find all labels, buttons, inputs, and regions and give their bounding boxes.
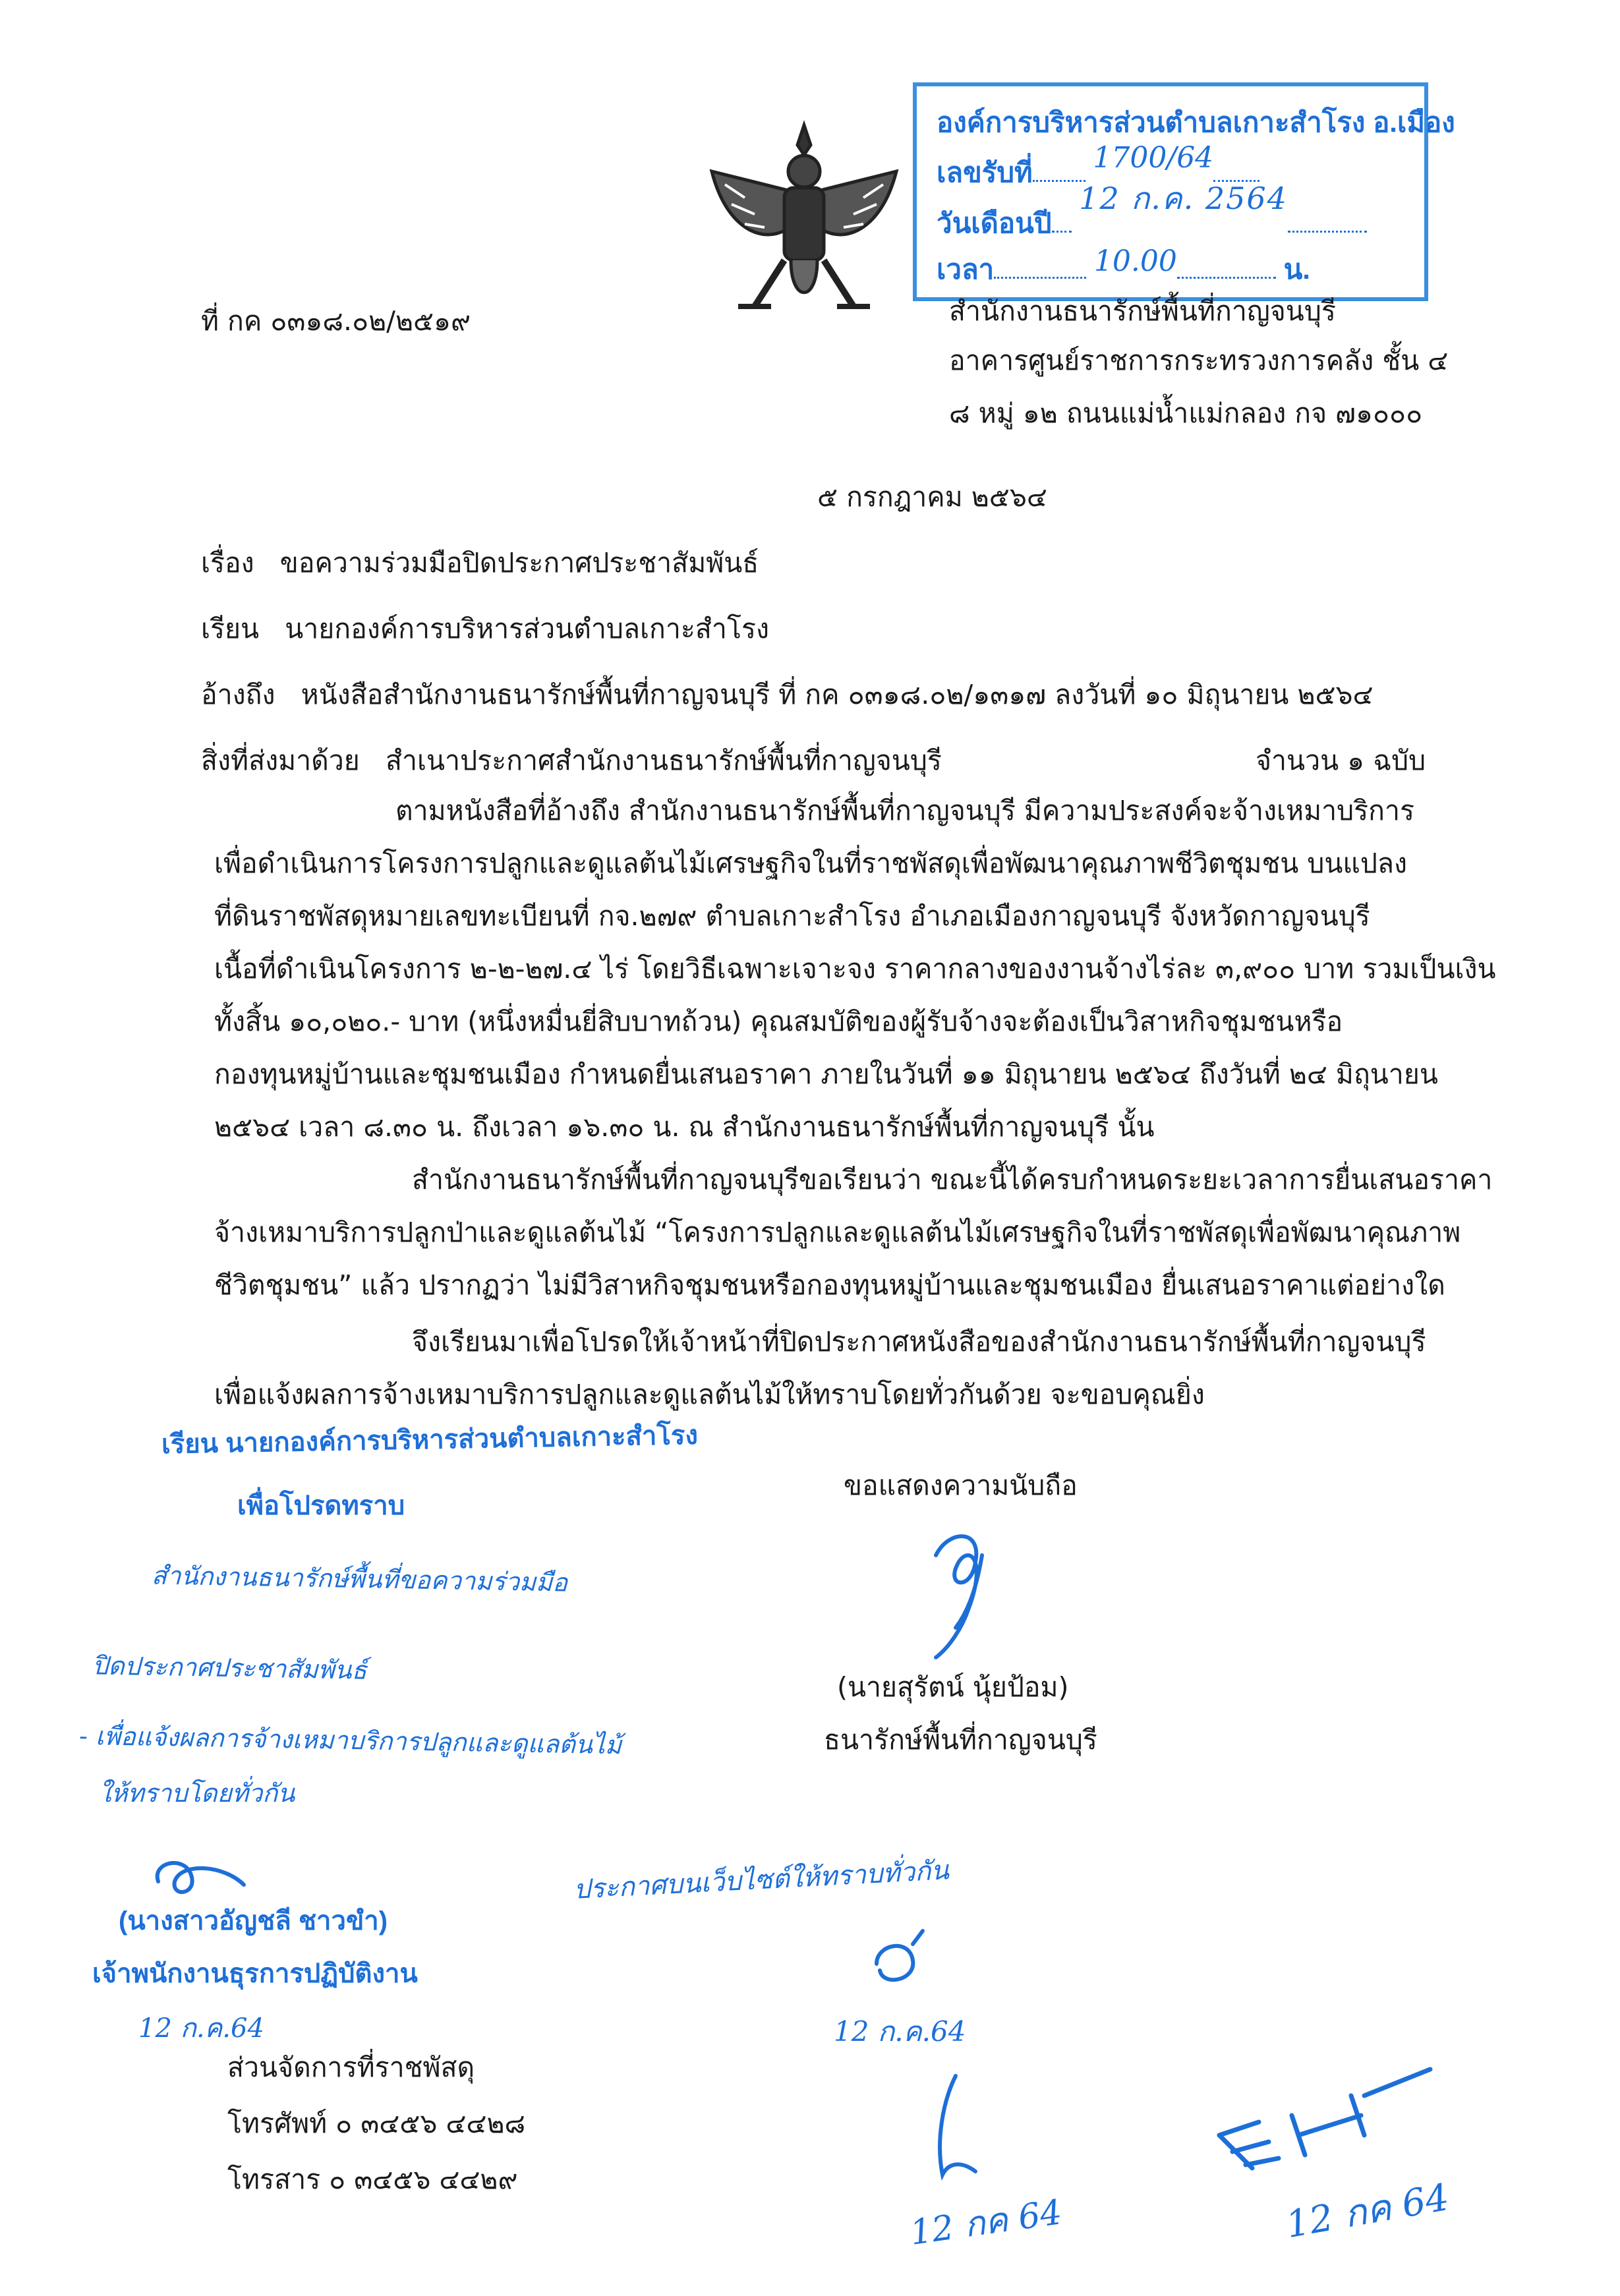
memo-for-info: เพื่อโปรดทราบ <box>237 1491 405 1520</box>
stamp-date-label: วันเดือนปี <box>937 208 1052 239</box>
handwritten-note-3: - เพื่อแจ้งผลการจ้างเหมาบริการปลูกและดูแลต้นไม้ <box>78 1721 622 1760</box>
para1-line: ทั้งสิ้น ๑๐,๐๒๐.- บาท (หนึ่งหมื่นยี่สิบบาทถ้วน) คุณสมบัติของผู้รับจ้างจะต้องเป็นวิสาหกิจชุมชนหรือ <box>214 1006 1343 1037</box>
stamp-time-unit: น. <box>1283 254 1310 285</box>
stamp-time-label: เวลา <box>937 254 995 285</box>
para3-line: เพื่อแจ้งผลการจ้างเหมาบริการปลูกและดูแลต้นไม้ให้ทราบโดยทั่วกันด้วย จะขอบคุณยิ่ง <box>214 1379 1205 1410</box>
handwritten-note-2: ปิดประกาศประชาสัมพันธ์ <box>92 1651 368 1685</box>
enclosure-line <box>201 739 942 782</box>
reference-text: หนังสือสำนักงานธนารักษ์พื้นที่กาญจนบุรี ที่ กค ๐๓๑๘.๐๒/๑๓๑๗ ลงวันที่ ๑๐ มิถุนายน ๒๕๖๔ <box>301 679 1374 710</box>
bottom-date-2: 12 กค 64 <box>1283 2175 1453 2247</box>
footer-fax: โทรสาร ๐ ๓๔๕๖ ๔๔๒๙ <box>227 2164 518 2195</box>
signature-mark <box>910 1516 1002 1667</box>
para1-line: เพื่อดำเนินการโครงการปลูกและดูแลต้นไม้เศรษฐกิจในที่ราชพัสดุเพื่อพัฒนาคุณภาพชีวิตชุมชน บนแปลง <box>214 847 1407 879</box>
stamp-time-value: 10.00 <box>1093 244 1177 278</box>
handwritten-order: ประกาศบนเว็บไซต์ให้ทราบทั่วกัน <box>573 1855 950 1905</box>
reference-line <box>201 674 1374 716</box>
order-date: 12 ก.ค.64 <box>834 2015 966 2048</box>
executive-signature-mark <box>850 1924 942 1997</box>
to-label: เรียน <box>201 613 260 645</box>
para3-line: จึงเรียนมาเพื่อโปรดให้เจ้าหน้าที่ปิดประกาศหนังสือของสำนักงานธนารักษ์พื้นที่กาญจนบุรี <box>412 1326 1426 1358</box>
para1-line: ตามหนังสือที่อ้างถึง สำนักงานธนารักษ์พื้นที่กาญจนบุรี มีความประสงค์จะจ้างเหมาบริการ <box>395 795 1415 826</box>
clerk-title: เจ้าพนักงานธุรการปฏิบัติงาน <box>92 1959 418 1988</box>
garuda-emblem-icon <box>699 112 910 330</box>
stamp-recv-no-label: เลขรับที่ <box>937 157 1033 188</box>
enclosure-label: สิ่งที่ส่งมาด้วย <box>201 745 360 776</box>
letter-date: ๕ กรกฎาคม ๒๕๖๔ <box>817 481 1047 513</box>
enclosure-text: สำเนาประกาศสำนักงานธนารักษ์พื้นที่กาญจนบุรี <box>385 745 942 776</box>
para2-line: ชีวิตชุมชน” แล้ว ปรากฏว่า ไม่มีวิสาหกิจชุมชนหรือกองทุนหมู่บ้านและชุมชนเมือง ยื่นเสนอราคาแต่อย่างใด <box>214 1269 1445 1301</box>
memo-to-line: เรียน นายกองค์การบริหารส่วนตำบลเกาะสำโรง <box>161 1420 699 1460</box>
stamp-org: องค์การบริหารส่วนตำบลเกาะสำโรง อ.เมือง <box>937 107 1455 138</box>
office-line-2: อาคารศูนย์ราชการกระทรวงการคลัง ชั้น ๔ <box>949 345 1449 376</box>
subject-label: เรื่อง <box>201 547 254 579</box>
stamp-date-value: 12 ก.ค. 2564 <box>1079 181 1288 216</box>
footer-department: ส่วนจัดการที่ราชพัสดุ <box>227 2052 475 2083</box>
clerk-name: (นางสาวอัญชลี ชาวขำ) <box>119 1907 388 1936</box>
para1-line: กองทุนหมู่บ้านและชุมชนเมือง กำหนดยื่นเสนอราคา ภายในวันที่ ๑๑ มิถุนายน ๒๕๖๔ ถึงวันที่ ๒๔ มิถุนายน <box>214 1058 1438 1090</box>
bottom-date-1: 12 กค 64 <box>908 2193 1064 2253</box>
footer-phone: โทรศัพท์ ๐ ๓๔๕๖ ๔๔๒๘ <box>227 2108 526 2139</box>
signer-title: ธนารักษ์พื้นที่กาญจนบุรี <box>824 1724 1097 1756</box>
handwritten-note-4: ให้ทราบโดยทั่วกัน <box>99 1779 295 1808</box>
handwritten-note-1: สำนักงานธนารักษ์พื้นที่ขอความร่วมมือ <box>151 1561 568 1597</box>
office-line-1: สำนักงานธนารักษ์พื้นที่กาญจนบุรี <box>949 295 1336 327</box>
stamp-recv-no-value: 1700/64 <box>1093 141 1214 175</box>
subject-text: ขอความร่วมมือปิดประกาศประชาสัมพันธ์ <box>279 547 759 579</box>
para2-line: สำนักงานธนารักษ์พื้นที่กาญจนบุรีขอเรียนว่า ขณะนี้ได้ครบกำหนดระยะเวลาการยื่นเสนอราคา <box>412 1164 1493 1195</box>
bottom-signature-mark <box>916 2063 995 2195</box>
signer-name: (นายสุรัตน์ นุ้ยป้อม) <box>837 1671 1069 1703</box>
para1-line: ๒๕๖๔ เวลา ๘.๓๐ น. ถึงเวลา ๑๖.๓๐ น. ณ สำนักงานธนารักษ์พื้นที่กาญจนบุรี นั้น <box>214 1111 1155 1143</box>
closing: ขอแสดงความนับถือ <box>844 1470 1078 1501</box>
reference-label: อ้างถึง <box>201 679 275 710</box>
subject-line <box>201 542 759 585</box>
to-text: นายกองค์การบริหารส่วนตำบลเกาะสำโรง <box>285 613 770 645</box>
ref-number: ที่ กค ๐๓๑๘.๐๒/๒๕๑๙ <box>201 305 471 337</box>
receiving-stamp <box>913 82 1455 301</box>
enclosure-quantity: จำนวน ๑ ฉบับ <box>1256 745 1426 776</box>
to-line <box>201 608 769 650</box>
para1-line: ที่ดินราชพัสดุหมายเลขทะเบียนที่ กจ.๒๗๙ ตำบลเกาะสำโรง อำเภอเมืองกาญจนบุรี จังหวัดกาญจนบุรี <box>214 900 1370 932</box>
office-line-3: ๘ หมู่ ๑๒ ถนนแม่น้ำแม่กลอง กจ ๗๑๐๐๐ <box>949 397 1423 429</box>
clerk-date: 12 ก.ค.64 <box>138 2013 264 2044</box>
para2-line: จ้างเหมาบริการปลูกป่าและดูแลต้นไม้ “โครงการปลูกและดูแลต้นไม้เศรษฐกิจในที่ราชพัสดุเพื่อพัฒนาคุณภาพ <box>214 1217 1461 1248</box>
para1-line: เนื้อที่ดำเนินโครงการ ๒-๒-๒๗.๔ ไร่ โดยวิธีเฉพาะเจาะจง ราคากลางของงานจ้างไร่ละ ๓,๙๐๐ บาท รวมเป็นเงิน <box>214 953 1496 985</box>
